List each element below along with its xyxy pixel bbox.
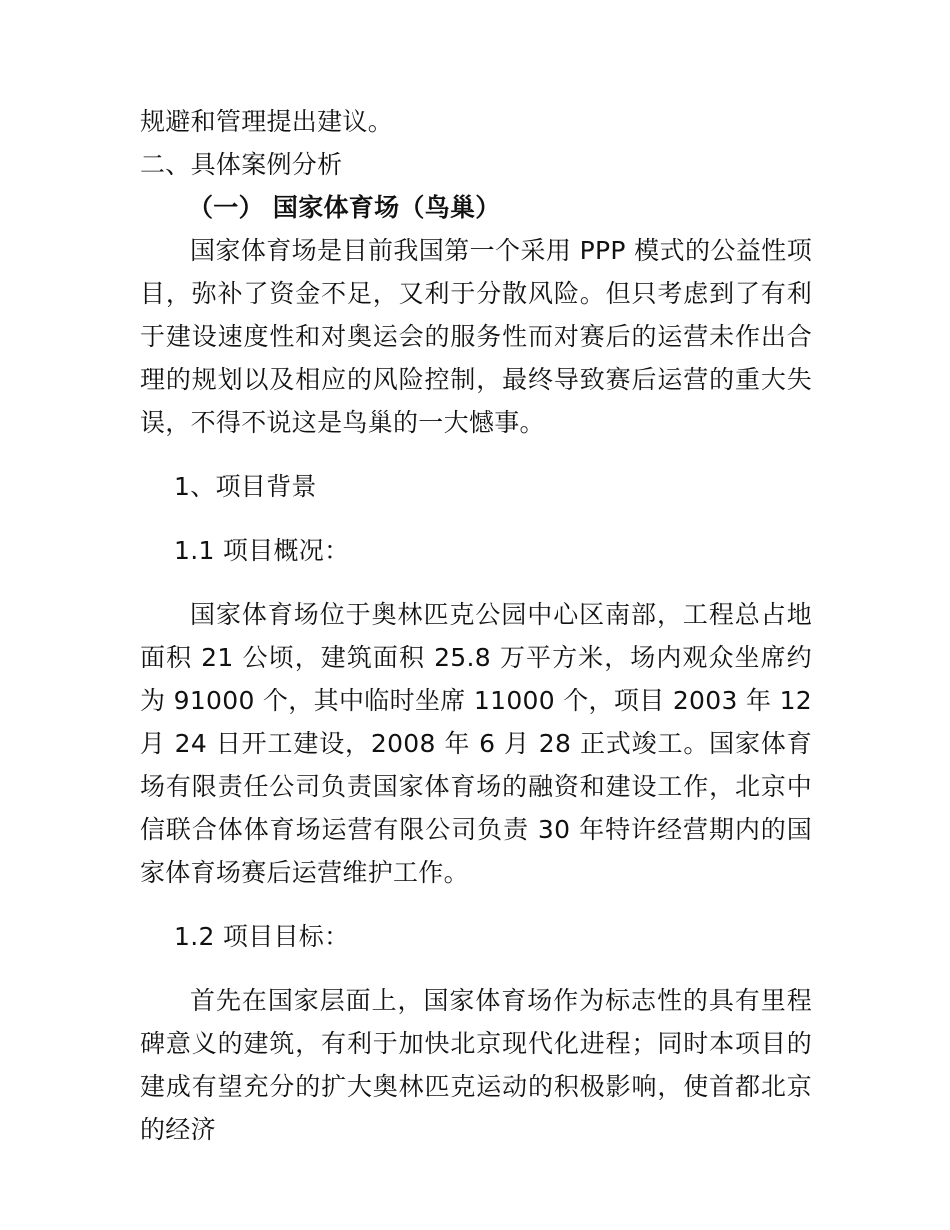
document-body: [140, 100, 812, 1151]
overview-paragraph: 国家体育场位于奥林匹克公园中心区南部，工程总占地面积 21 公顷，建筑面积 25.8 万平方米，场内观众坐席约为 91000 个，其中临时坐席 11000 个，项目 2003 年 12 月 24 日开工建设，2008 年 6 月 28 正式竣工。国家体育场有限责任公司负责国家体育场的融资和建设工作，北京中信联合体体育场运营有限公司负责 30 年特许经营期内的国家体育场赛后运营维护工作。: [140, 600, 812, 887]
overview-heading: 1.1 项目概况：: [174, 536, 350, 565]
section-heading: 二、具体案例分析: [140, 150, 343, 179]
case-heading: （一） 国家体育场（鸟巢）: [188, 193, 501, 222]
intro-tail-paragraph: 规避和管理提出建议。: [140, 107, 394, 136]
background-heading: 1、项目背景: [174, 472, 317, 501]
case-intro-paragraph: 国家体育场是目前我国第一个采用 PPP 模式的公益性项目，弥补了资金不足，又利于分散风险。但只考虑到了有利于建设速度性和对奥运会的服务性而对赛后的运营未作出合理的规划以及相应的风险控制，最终导致赛后运营的重大失误，不得不说这是鸟巢的一大憾事。: [140, 236, 812, 437]
goal-paragraph: 首先在国家层面上，国家体育场作为标志性的具有里程碑意义的建筑，有利于加快北京现代化进程；同时本项目的建成有望充分的扩大奥林匹克运动的积极影响，使首都北京的经济: [140, 986, 812, 1144]
goal-heading: 1.2 项目目标：: [174, 922, 350, 951]
